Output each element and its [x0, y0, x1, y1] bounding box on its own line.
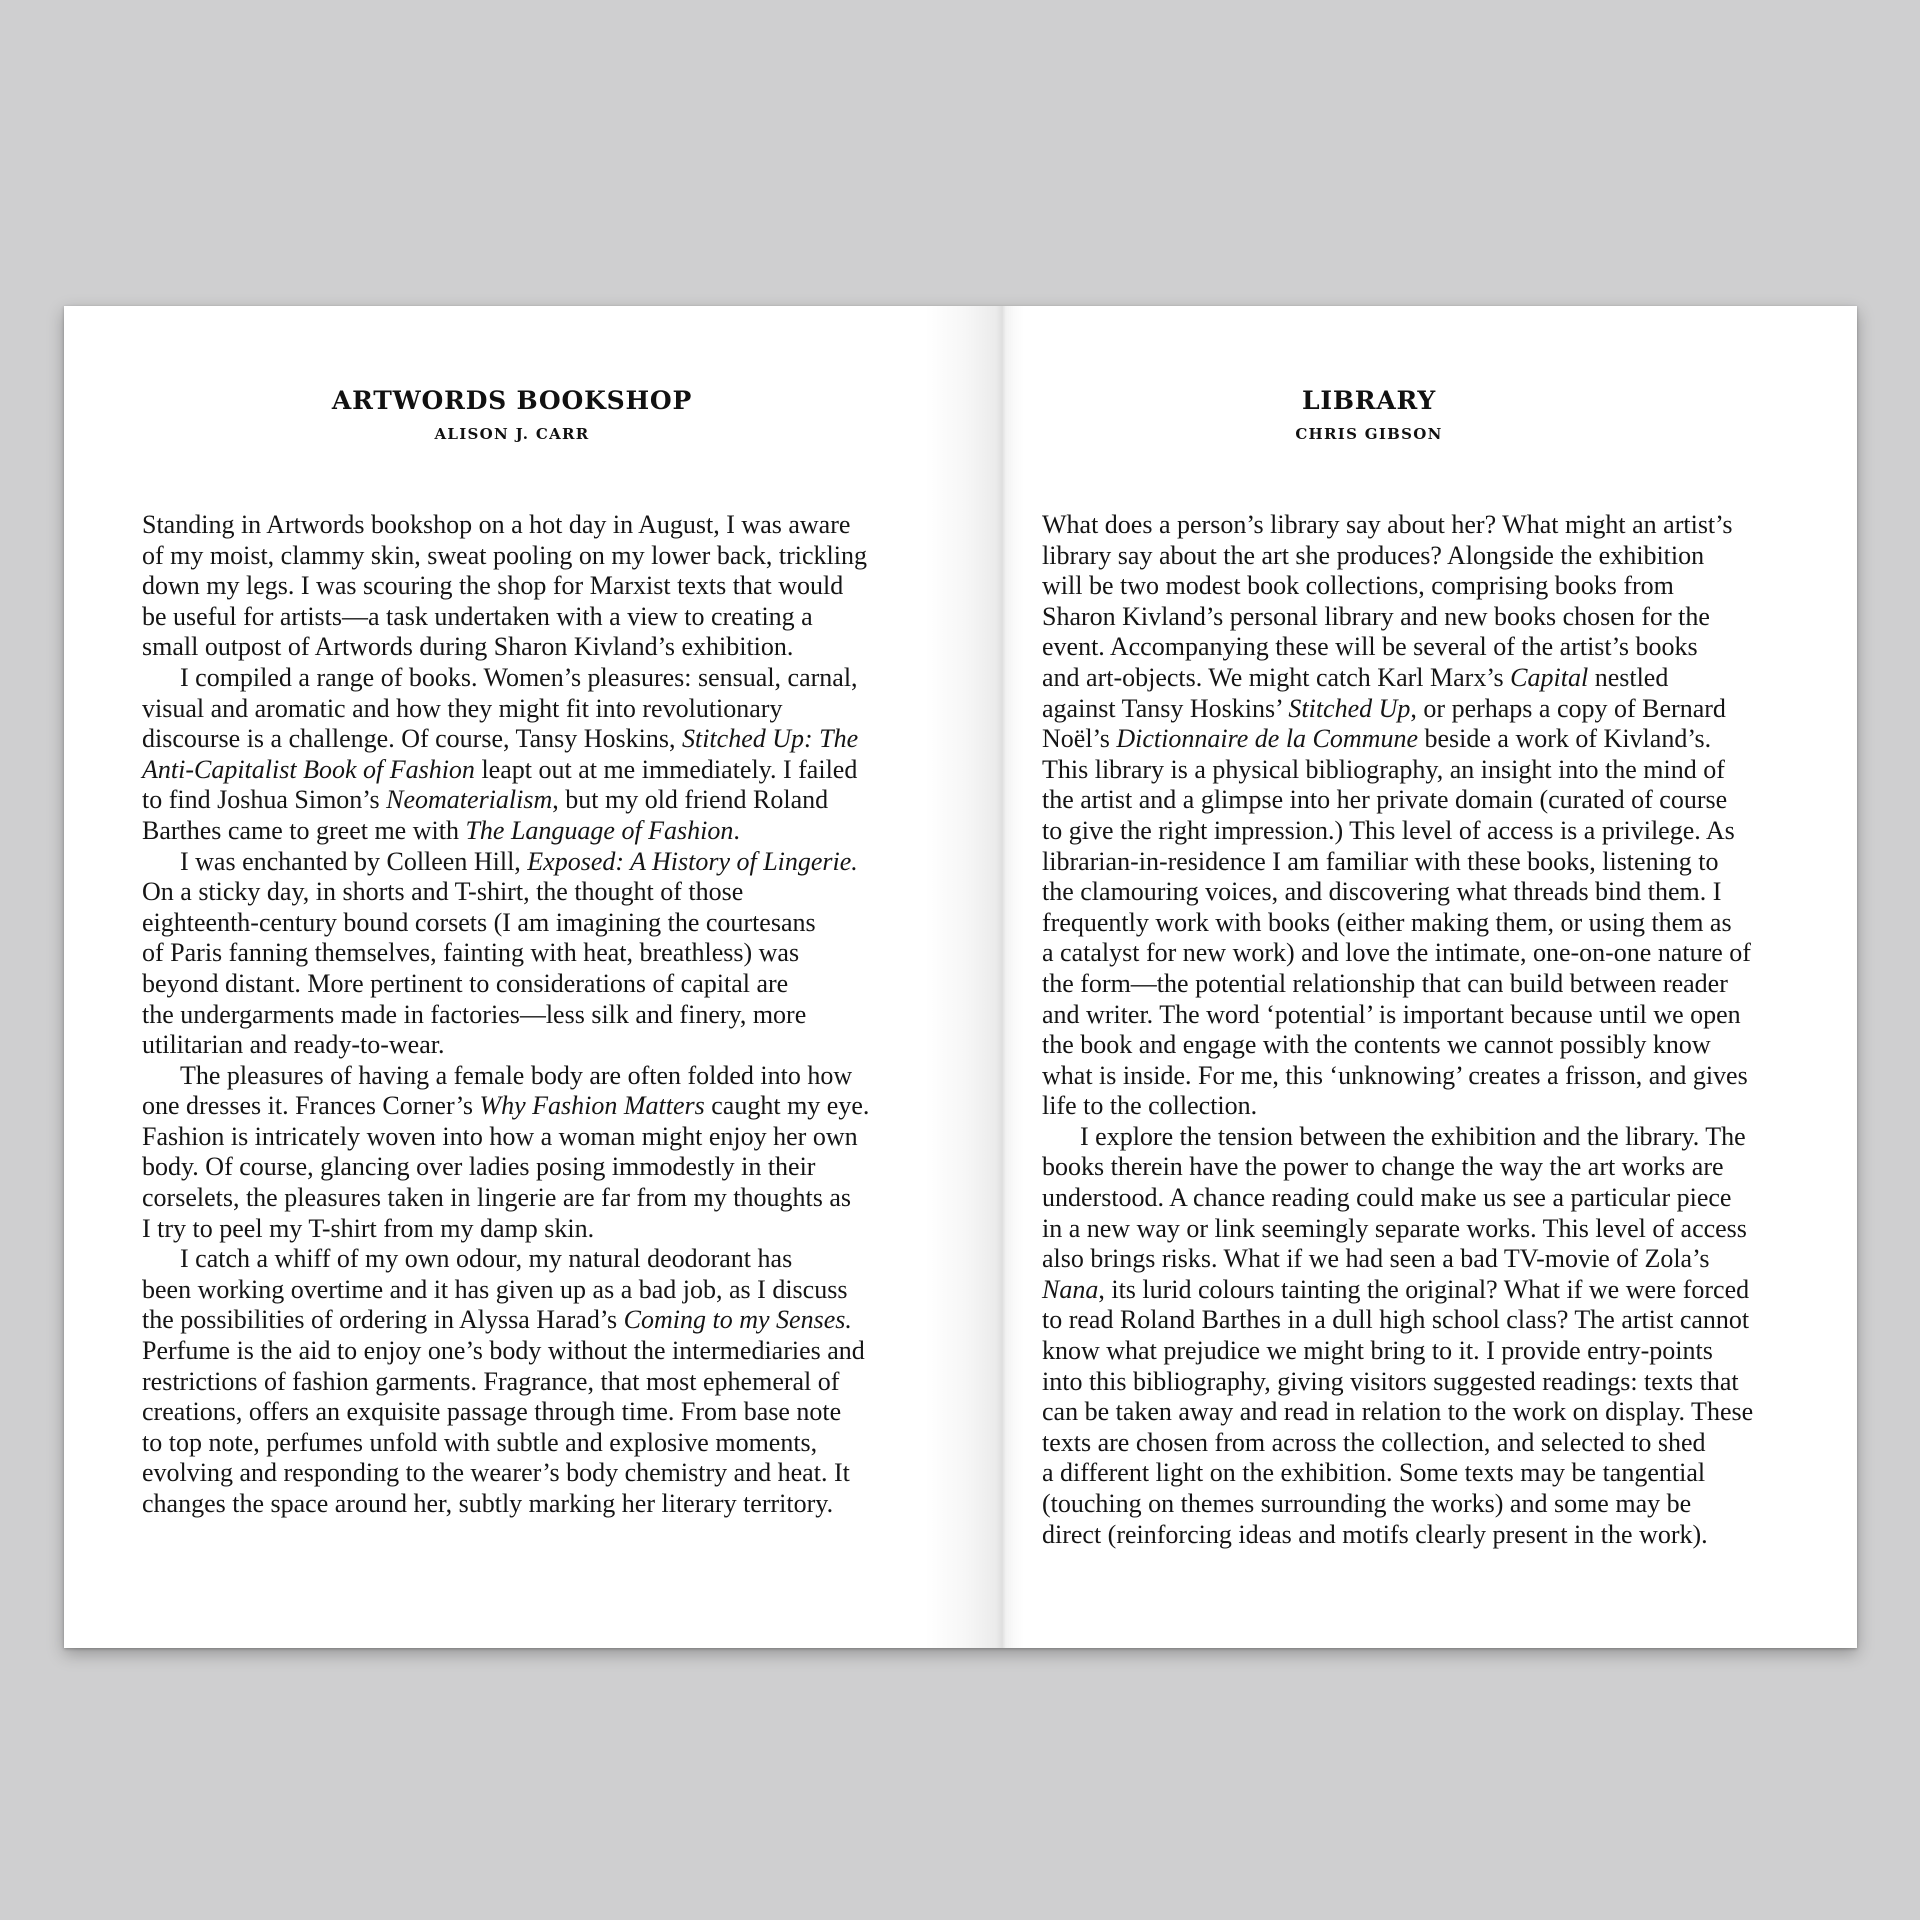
text-run: can be taken away and read in relation to the work on display. These [1042, 1397, 1754, 1427]
text-line [1042, 1397, 1753, 1428]
italic-title-run: Exposed: A History of Lingerie. [527, 846, 858, 876]
text-run: against Tansy Hoskins’ [1042, 693, 1289, 723]
text-line [142, 877, 869, 908]
text-line [1042, 1091, 1753, 1122]
text-run: librarian-in-residence I am familiar with these books, listening to [1042, 846, 1719, 876]
text-line [142, 1397, 869, 1428]
italic-title-run: Coming to my Senses. [623, 1305, 852, 1335]
text-line [1042, 969, 1753, 1000]
text-line [142, 1030, 869, 1061]
text-line [1042, 663, 1753, 694]
text-run: the possibilities of ordering in Alyssa Harad’s [142, 1305, 624, 1335]
text-line [1042, 1275, 1753, 1306]
text-run: (touching on themes surrounding the works) and some may be [1042, 1489, 1692, 1518]
text-run: library say about the art she produces? Alongside the exhibition [1042, 540, 1705, 570]
text-run: texts are chosen from across the collection, and selected to shed [1042, 1427, 1706, 1457]
text-line [1042, 1428, 1753, 1459]
text-run: to top note, perfumes unfold with subtle and explosive moments, [142, 1427, 818, 1457]
text-line [1042, 1305, 1753, 1336]
text-run: Barthes came to greet me with [142, 815, 466, 845]
text-line [1042, 877, 1753, 908]
text-line [1042, 816, 1753, 847]
text-run: know what prejudice we might bring to it. I provide entry-points [1042, 1336, 1713, 1366]
text-line [142, 755, 869, 786]
text-run: leapt out at me immediately. I failed [474, 754, 858, 784]
text-run: changes the space around her, subtly marking her literary territory. [142, 1489, 834, 1518]
text-run: Fashion is intricately woven into how a woman might enjoy her own [142, 1121, 858, 1151]
text-run: and art-objects. We might catch Karl Marx’s [1042, 662, 1511, 692]
text-line [1042, 1122, 1753, 1153]
text-line [1042, 724, 1753, 755]
text-run: The pleasures of having a female body are often folded into how [180, 1060, 853, 1090]
text-line [142, 602, 869, 633]
text-run: event. Accompanying these will be several of the artist’s books [1042, 632, 1698, 662]
text-run: been working overtime and it has given up as a bad job, as I discuss [142, 1274, 848, 1304]
text-line [1042, 510, 1753, 541]
text-run: Noël’s [1042, 724, 1117, 754]
text-run: down my legs. I was scouring the shop for Marxist texts that would [142, 571, 844, 601]
text-line [142, 908, 869, 939]
text-run: corselets, the pleasures taken in lingerie are far from my thoughts as [142, 1183, 851, 1213]
text-line [142, 1122, 869, 1153]
text-line [142, 1244, 869, 1275]
left-page [64, 306, 960, 1648]
text-line [1042, 1152, 1753, 1183]
right-page-title: LIBRARY [1301, 386, 1437, 415]
text-run: to read Roland Barthes in a dull high school class? The artist cannot [1042, 1305, 1750, 1335]
text-run: I try to peel my T-shirt from my damp skin. [142, 1213, 595, 1243]
right-page-body [1042, 510, 1753, 1550]
text-run: nestled [1588, 662, 1669, 692]
right-page-author: CHRIS GIBSON [1295, 425, 1443, 443]
left-page-title: ARTWORDS BOOKSHOP [331, 386, 693, 415]
text-line [1042, 602, 1753, 633]
text-line [142, 694, 869, 725]
text-run: creations, offers an exquisite passage through time. From base note [142, 1397, 842, 1427]
text-line [142, 632, 869, 663]
text-line [142, 1061, 869, 1092]
text-run: the clamouring voices, and discovering what threads bind them. I [1042, 877, 1722, 907]
text-run: body. Of course, glancing over ladies posing immodestly in their [142, 1152, 816, 1182]
text-line [1042, 1061, 1753, 1092]
text-run: of my moist, clammy skin, sweat pooling on my lower back, trickling [142, 540, 868, 570]
text-line [142, 541, 869, 572]
text-run: . [733, 815, 740, 845]
italic-title-run: Nana [1042, 1274, 1099, 1304]
text-run: This library is a physical bibliography, an insight into the mind of [1042, 754, 1725, 784]
text-line [142, 510, 869, 541]
text-line [1042, 1520, 1753, 1551]
text-line [142, 1336, 869, 1367]
text-line [1042, 785, 1753, 816]
text-run: one dresses it. Frances Corner’s [142, 1091, 480, 1121]
text-line [142, 571, 869, 602]
text-run: understood. A chance reading could make us see a particular piece [1042, 1183, 1732, 1213]
left-page-body [142, 510, 869, 1520]
text-run: will be two modest book collections, comprising books from [1042, 571, 1674, 601]
text-line [1042, 1367, 1753, 1398]
text-line [142, 847, 869, 878]
text-run: Sharon Kivland’s personal library and new books chosen for the [1042, 601, 1710, 631]
text-line [1042, 694, 1753, 725]
text-run: I compiled a range of books. Women’s pleasures: sensual, carnal, [180, 662, 858, 692]
text-line [142, 663, 869, 694]
italic-title-run: Capital [1510, 662, 1589, 692]
text-line [142, 1152, 869, 1183]
text-run: to find Joshua Simon’s [142, 785, 387, 815]
text-run: into this bibliography, giving visitors suggested readings: texts that [1042, 1366, 1739, 1396]
text-line [142, 969, 869, 1000]
right-page [960, 306, 1857, 1648]
text-run: in a new way or link seemingly separate works. This level of access [1042, 1213, 1747, 1243]
book-spread [64, 306, 1857, 1648]
text-line [1042, 1489, 1753, 1520]
text-line [142, 1214, 869, 1245]
text-run: , its lurid colours tainting the original? What if we were forced [1098, 1274, 1750, 1304]
text-run: beside a work of Kivland’s. [1418, 724, 1712, 754]
text-run: a different light on the exhibition. Some texts may be tangential [1042, 1458, 1706, 1488]
text-line [1042, 938, 1753, 969]
text-line [142, 938, 869, 969]
text-run: a catalyst for new work) and love the intimate, one-on-one nature of [1042, 938, 1751, 968]
text-run: life to the collection. [1042, 1091, 1258, 1121]
text-line [1042, 632, 1753, 663]
italic-title-run: Stitched Up [1288, 693, 1411, 723]
text-run: I catch a whiff of my own odour, my natural deodorant has [180, 1244, 793, 1274]
text-line [142, 1183, 869, 1214]
text-run: I was enchanted by Colleen Hill, [180, 846, 528, 876]
text-line [142, 1000, 869, 1031]
text-line [1042, 1336, 1753, 1367]
text-run: the undergarments made in factories—less silk and finery, more [142, 999, 807, 1029]
italic-title-run: The Language of Fashion [465, 815, 734, 845]
text-run: small outpost of Artwords during Sharon Kivland’s exhibition. [142, 632, 794, 662]
left-page-author: ALISON J. CARR [434, 425, 590, 443]
text-line [142, 1458, 869, 1489]
text-line [1042, 755, 1753, 786]
italic-title-run: Anti-Capitalist Book of Fashion [142, 754, 475, 784]
text-run: what is inside. For me, this ‘unknowing’ creates a frisson, and gives [1042, 1060, 1748, 1090]
text-run: What does a person’s library say about her? What might an artist’s [1042, 510, 1733, 539]
text-run: utilitarian and ready-to-wear. [142, 1030, 445, 1060]
text-run: the form—the potential relationship that can build between reader [1042, 968, 1728, 998]
text-line [1042, 1214, 1753, 1245]
text-line [1042, 1000, 1753, 1031]
text-line [142, 1091, 869, 1122]
text-run: also brings risks. What if we had seen a bad TV-movie of Zola’s [1042, 1244, 1710, 1274]
text-line [142, 724, 869, 755]
text-line [1042, 1030, 1753, 1061]
text-line [142, 816, 869, 847]
italic-title-run: Why Fashion Matters [479, 1091, 705, 1121]
text-run: of Paris fanning themselves, fainting with heat, breathless) was [142, 938, 800, 968]
text-run: On a sticky day, in shorts and T-shirt, the thought of those [142, 877, 744, 907]
text-run: discourse is a challenge. Of course, Tansy Hoskins, [142, 724, 682, 754]
text-run: to give the right impression.) This level of access is a privilege. As [1042, 815, 1735, 845]
text-run: eighteenth-century bound corsets (I am imagining the courtesans [142, 907, 816, 937]
text-run: Perfume is the aid to enjoy one’s body without the intermediaries and [142, 1336, 865, 1366]
text-line [1042, 908, 1753, 939]
text-run: frequently work with books (either making them, or using them as [1042, 907, 1732, 937]
text-run: caught my eye. [704, 1091, 870, 1121]
text-run: , or perhaps a copy of Bernard [1410, 693, 1726, 723]
text-line [142, 785, 869, 816]
text-run: , but my old friend Roland [552, 785, 829, 815]
italic-title-run: Neomaterialism [386, 785, 553, 815]
text-run: books therein have the power to change the way the art works are [1042, 1152, 1724, 1182]
text-line [142, 1428, 869, 1459]
text-run: I explore the tension between the exhibition and the library. The [1080, 1121, 1746, 1151]
text-line [1042, 1458, 1753, 1489]
text-run: the artist and a glimpse into her private domain (curated of course [1042, 785, 1728, 815]
text-run: and writer. The word ‘potential’ is important because until we open [1042, 999, 1741, 1029]
text-line [1042, 1244, 1753, 1275]
text-run: visual and aromatic and how they might fit into revolutionary [142, 693, 783, 723]
text-line [1042, 847, 1753, 878]
text-run: restrictions of fashion garments. Fragrance, that most ephemeral of [142, 1366, 840, 1396]
italic-title-run: Stitched Up: The [681, 724, 859, 754]
text-line [142, 1305, 869, 1336]
text-line [1042, 541, 1753, 572]
text-run: Standing in Artwords bookshop on a hot day in August, I was aware [142, 510, 851, 539]
text-run: be useful for artists—a task undertaken with a view to creating a [142, 601, 813, 631]
text-run: the book and engage with the contents we cannot possibly know [1042, 1030, 1711, 1060]
italic-title-run: Dictionnaire de la Commune [1116, 724, 1418, 754]
text-run: beyond distant. More pertinent to considerations of capital are [142, 968, 789, 998]
text-line [142, 1367, 869, 1398]
text-line [142, 1489, 869, 1520]
text-line [1042, 1183, 1753, 1214]
text-line [142, 1275, 869, 1306]
text-run: direct (reinforcing ideas and motifs clearly present in the work). [1042, 1519, 1708, 1549]
text-line [1042, 571, 1753, 602]
text-run: evolving and responding to the wearer’s body chemistry and heat. It [142, 1458, 850, 1488]
